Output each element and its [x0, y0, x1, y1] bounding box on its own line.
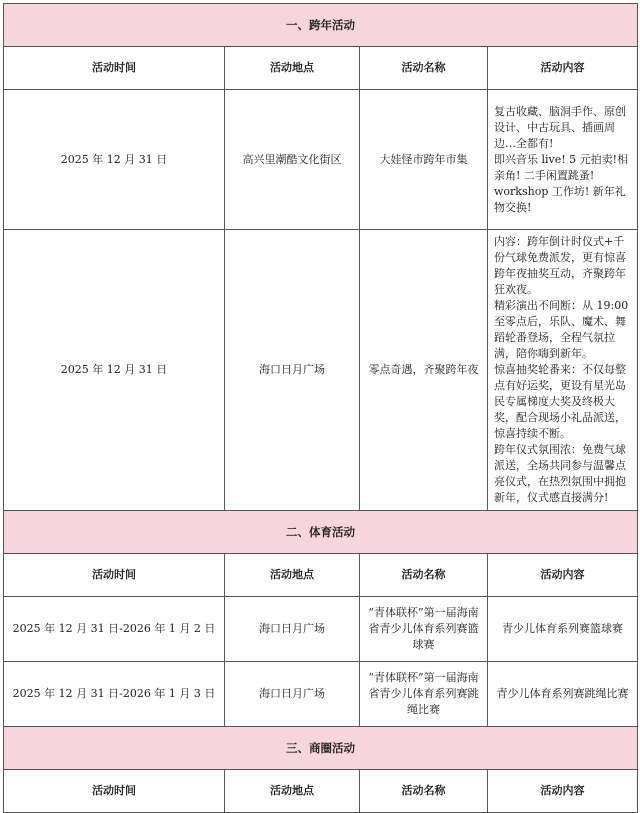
table-header-row [4, 47, 638, 90]
event-content-line: 惊喜抽奖轮番来：不仅每整点有好运奖，更设有星光岛民专属梯度大奖及终极大奖，配合现场小礼品派送，惊喜持续不断。 [494, 363, 626, 440]
header-time: 活动时间 [4, 47, 225, 90]
events-document [3, 3, 637, 813]
section-header-commerce [4, 727, 638, 770]
section-title: 三、商圈活动 [4, 727, 638, 770]
table-row [4, 90, 638, 230]
event-place: 海口日月广场 [225, 230, 360, 511]
header-content: 活动内容 [488, 770, 638, 813]
event-content-line: 精彩演出不间断：从 19:00 至零点后，乐队、魔术、舞蹈轮番登场，全程气氛拉满，陪你嗨到新年。 [494, 299, 629, 360]
event-content-line: workshop 工作坊! 新年礼物交换! [494, 184, 626, 214]
table-header-row [4, 554, 638, 597]
event-content: 青少儿体育系列赛篮球赛 [488, 597, 638, 662]
events-table [3, 3, 638, 813]
header-content: 活动内容 [488, 554, 638, 597]
event-name: 大娃怪市跨年市集 [360, 90, 488, 230]
event-time: 2025 年 12 月 31 日-2026 年 1 月 3 日 [4, 662, 225, 727]
event-place: 海口日月广场 [225, 662, 360, 727]
header-content: 活动内容 [488, 47, 638, 90]
header-time: 活动时间 [4, 770, 225, 813]
event-content: 青少儿体育系列赛跳绳比赛 [488, 662, 638, 727]
table-row [4, 230, 638, 511]
event-content [488, 230, 638, 511]
event-name: 零点奇遇，齐聚跨年夜 [360, 230, 488, 511]
header-time: 活动时间 [4, 554, 225, 597]
event-content-line: 跨年仪式氛围浓：免费气球派送，全场共同参与温馨点亮仪式，在热烈氛围中拥抱新年，仪式感直接满分! [494, 443, 626, 504]
table-row [4, 662, 638, 727]
header-place: 活动地点 [225, 47, 360, 90]
event-place: 海口日月广场 [225, 597, 360, 662]
section-header-sports [4, 511, 638, 554]
event-name: “青体联杯”第一届海南省青少儿体育系列赛篮球赛 [360, 597, 488, 662]
header-place: 活动地点 [225, 554, 360, 597]
table-header-row [4, 770, 638, 813]
header-name: 活动名称 [360, 554, 488, 597]
section-title: 一、跨年活动 [4, 4, 638, 47]
section-title: 二、体育活动 [4, 511, 638, 554]
event-content [488, 90, 638, 230]
section-header-newyear [4, 4, 638, 47]
header-place: 活动地点 [225, 770, 360, 813]
table-row [4, 597, 638, 662]
event-place: 高兴里潮酷文化街区 [225, 90, 360, 230]
header-name: 活动名称 [360, 47, 488, 90]
event-time: 2025 年 12 月 31 日 [4, 230, 225, 511]
event-content-line: 内容：跨年倒计时仪式+千份气球免费派发，更有惊喜跨年夜抽奖互动，齐聚跨年狂欢夜。 [494, 235, 626, 296]
header-name: 活动名称 [360, 770, 488, 813]
event-content-line: 即兴音乐 live! 5 元拍卖!相亲角! 二手闲置跳蚤! [494, 152, 629, 182]
event-name: “青体联杯”第一届海南省青少儿体育系列赛跳绳比赛 [360, 662, 488, 727]
event-content-line: 复古收藏、脑洞手作、原创设计、中古玩具、插画周边…全都有! [494, 104, 626, 150]
event-time: 2025 年 12 月 31 日-2026 年 1 月 2 日 [4, 597, 225, 662]
event-time: 2025 年 12 月 31 日 [4, 90, 225, 230]
